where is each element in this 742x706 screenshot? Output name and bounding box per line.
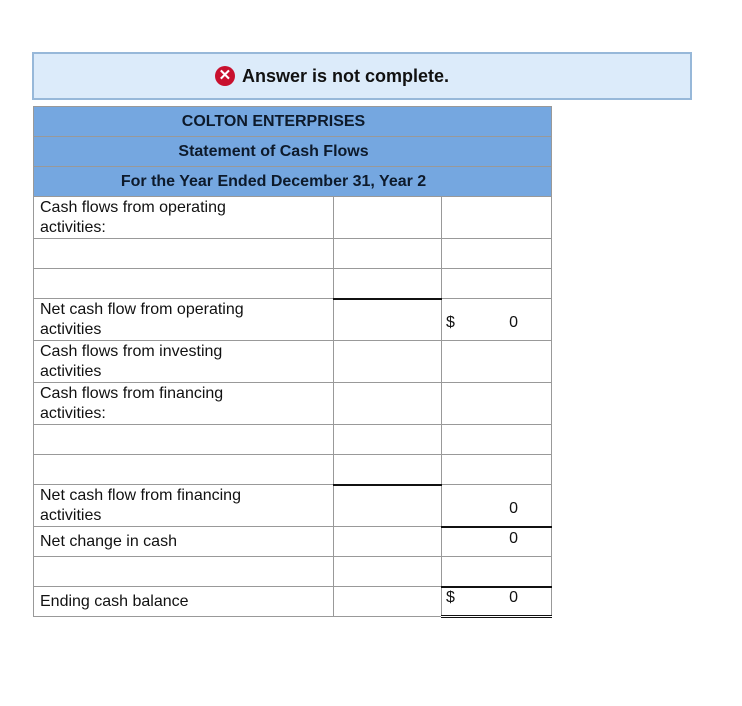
net-operating-label: Net cash flow from operating activities xyxy=(34,299,334,341)
ending-balance-value: 0 xyxy=(509,589,519,606)
net-operating-value: 0 xyxy=(509,314,519,331)
header-title-row xyxy=(34,137,552,167)
cash-flow-statement xyxy=(33,106,552,618)
table-row xyxy=(34,269,552,299)
operating-header-label: Cash flows from operating activities: xyxy=(34,197,334,239)
dollar-sign: $ xyxy=(446,314,455,331)
feedback-banner xyxy=(32,52,692,100)
net-financing-value: 0 xyxy=(509,499,519,517)
net-operating-total-cell[interactable] xyxy=(442,299,552,341)
table-row xyxy=(34,239,552,269)
total-cell[interactable] xyxy=(442,557,552,587)
table-row xyxy=(34,383,552,425)
table-row xyxy=(34,557,552,587)
table-row xyxy=(34,485,552,527)
amount-cell[interactable] xyxy=(334,341,442,383)
table-row xyxy=(34,425,552,455)
amount-cell[interactable] xyxy=(334,455,442,485)
statement-period: For the Year Ended December 31, Year 2 xyxy=(34,167,552,197)
statement-title: Statement of Cash Flows xyxy=(34,137,552,167)
amount-cell[interactable] xyxy=(334,557,442,587)
feedback-banner-content xyxy=(215,66,449,87)
total-cell[interactable] xyxy=(442,197,552,239)
investing-header-label: Cash flows from investing activities xyxy=(34,341,334,383)
net-change-total-cell[interactable] xyxy=(442,527,552,557)
amount-cell[interactable] xyxy=(334,239,442,269)
table-row xyxy=(34,587,552,617)
table-row xyxy=(34,197,552,239)
label-input-cell[interactable] xyxy=(34,425,334,455)
total-cell[interactable] xyxy=(442,239,552,269)
amount-cell[interactable] xyxy=(334,383,442,425)
total-cell[interactable] xyxy=(442,383,552,425)
table-row xyxy=(34,341,552,383)
amount-cell[interactable] xyxy=(334,587,442,617)
financing-header-label: Cash flows from financing activities: xyxy=(34,383,334,425)
table-row xyxy=(34,455,552,485)
net-financing-label: Net cash flow from financing activities xyxy=(34,485,334,527)
amount-cell[interactable] xyxy=(334,269,442,299)
label-input-cell[interactable] xyxy=(34,269,334,299)
amount-cell[interactable] xyxy=(334,425,442,455)
company-name: COLTON ENTERPRISES xyxy=(34,107,552,137)
amount-cell[interactable] xyxy=(334,197,442,239)
net-change-label: Net change in cash xyxy=(34,527,334,557)
total-cell[interactable] xyxy=(442,425,552,455)
net-change-value: 0 xyxy=(509,530,519,547)
total-cell[interactable] xyxy=(442,455,552,485)
header-company-row xyxy=(34,107,552,137)
total-cell[interactable] xyxy=(442,341,552,383)
header-period-row xyxy=(34,167,552,197)
dollar-sign: $ xyxy=(446,589,455,606)
ending-balance-label: Ending cash balance xyxy=(34,587,334,617)
amount-cell[interactable] xyxy=(334,485,442,527)
net-financing-total-cell[interactable] xyxy=(442,485,552,527)
feedback-text: Answer is not complete. xyxy=(241,65,450,86)
table-row xyxy=(34,527,552,557)
x-circle-icon: ✕ xyxy=(215,66,235,86)
ending-balance-total-cell[interactable] xyxy=(442,587,552,617)
amount-cell[interactable] xyxy=(334,527,442,557)
label-input-cell[interactable] xyxy=(34,557,334,587)
label-input-cell[interactable] xyxy=(34,239,334,269)
amount-cell[interactable] xyxy=(334,299,442,341)
total-cell[interactable] xyxy=(442,269,552,299)
label-input-cell[interactable] xyxy=(34,455,334,485)
table-row xyxy=(34,299,552,341)
